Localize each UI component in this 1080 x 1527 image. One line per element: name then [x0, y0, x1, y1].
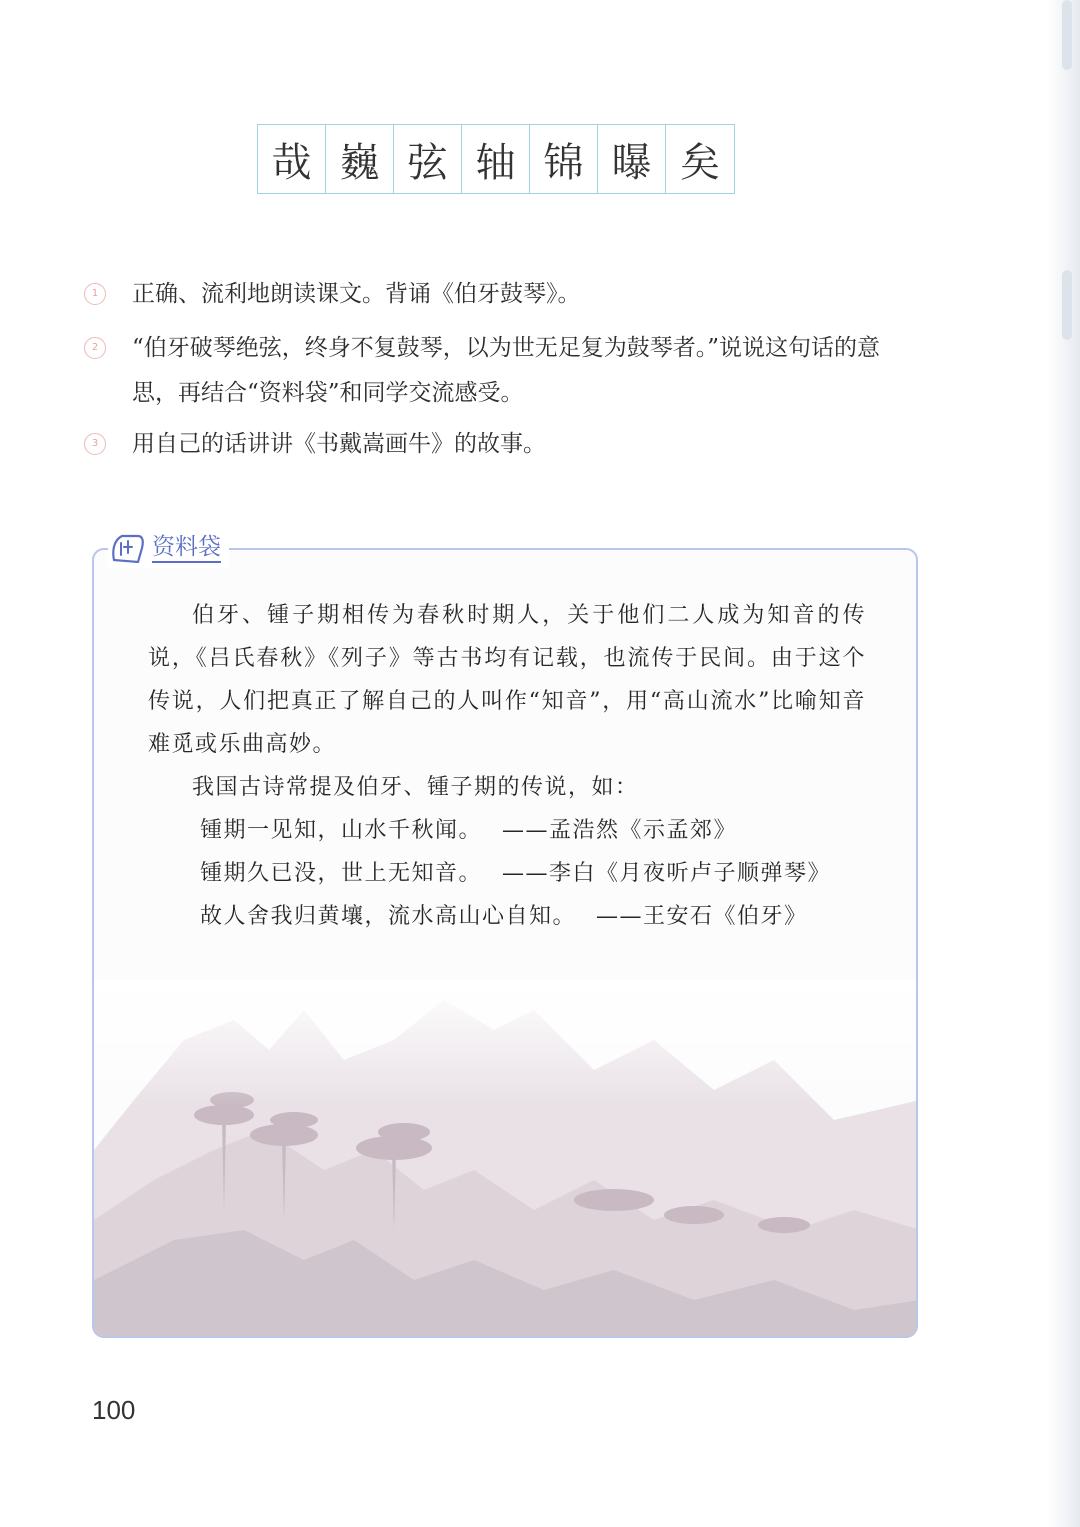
exercise-item — [84, 422, 924, 467]
exercise-text: 用自己的话讲讲《书戴嵩画牛》的故事。 — [132, 431, 546, 457]
resource-bag-header — [108, 528, 229, 568]
character-cell: 轴 — [462, 125, 530, 193]
exercise-item — [84, 326, 924, 416]
character-cell: 弦 — [394, 125, 462, 193]
resource-bag-title: 资料袋 — [152, 533, 221, 563]
poem-text: 锺期久已没，世上无知音。 — [200, 861, 483, 886]
exercise-text: 正确、流利地朗读课文。背诵《伯牙鼓琴》。 — [132, 281, 581, 307]
character-grid — [257, 124, 735, 194]
exercise-number-badge: 2 — [84, 337, 106, 359]
landscape-painting — [94, 980, 918, 1338]
character-cell: 锦 — [530, 125, 598, 193]
exercise-number-badge: 1 — [84, 283, 106, 305]
paragraph: 伯牙、锺子期相传为春秋时期人，关于他们二人成为知音的传说，《吕氏春秋》《列子》等古书均有记载，也流传于民间。由于这个传说，人们把真正了解自己的人叫作“知音”，用“高山流水”比喻知音难觅或乐曲高妙。 — [148, 603, 866, 757]
exercise-item — [84, 272, 924, 317]
exercise-text: “伯牙破琴绝弦，终身不复鼓琴，以为世无足复为鼓琴者。”说说这句话的意思，再结合“资料袋”和同学交流感受。 — [132, 335, 881, 406]
resource-bag-content — [148, 594, 866, 938]
poem-text: 故人舍我归黄壤，流水高山心自知。 — [200, 904, 577, 929]
paragraph: 我国古诗常提及伯牙、锺子期的传说，如： — [192, 775, 639, 800]
character-cell: 矣 — [680, 139, 720, 186]
poem-line — [148, 809, 866, 852]
poem-source: ——孟浩然《示孟郊》 — [502, 818, 738, 843]
character-cell: 曝 — [598, 125, 666, 193]
poem-line — [148, 852, 866, 895]
edge-mark — [1062, 0, 1072, 70]
edge-mark — [1062, 270, 1072, 340]
poem-source: ——李白《月夜听卢子顺弹琴》 — [502, 861, 832, 886]
character-cell: 巍 — [326, 125, 394, 193]
poem-text: 锺期一见知，山水千秋闻。 — [200, 818, 483, 843]
poem-line — [148, 895, 866, 938]
page-edge — [1046, 0, 1080, 1527]
exercise-number-badge: 3 — [84, 433, 106, 455]
poem-source: ——王安石《伯牙》 — [596, 904, 808, 929]
page-number: 100 — [92, 1395, 136, 1425]
resource-bag-icon — [108, 528, 148, 568]
character-cell: 哉 — [258, 125, 326, 193]
